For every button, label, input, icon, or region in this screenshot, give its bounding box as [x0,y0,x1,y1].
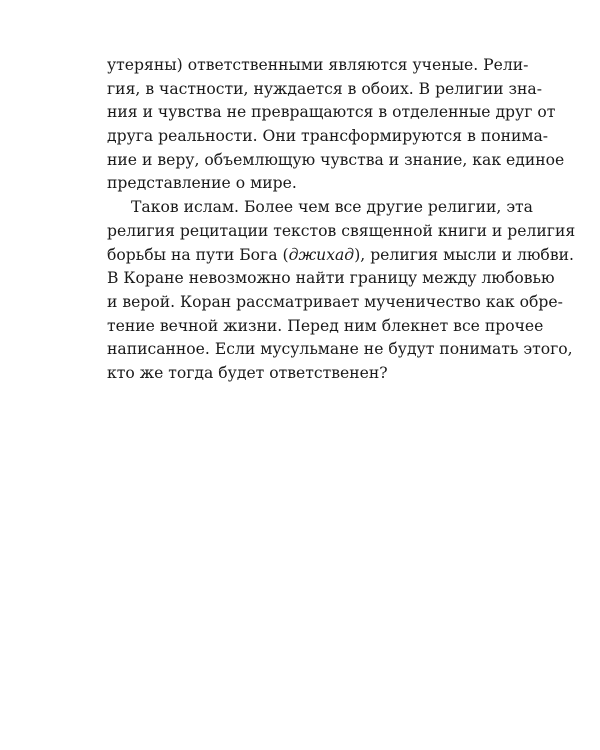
text-segment: борьбы на пути Бога ( [107,245,289,264]
body-text [107,54,576,386]
text-line: ния и чувства не превращаются в отделенные друг от [107,103,556,122]
italic-term: джихад [288,245,355,264]
text-line [107,244,574,268]
text-line: тение вечной жизни. Перед ним блекнет все прочее [107,316,544,335]
text-line: представление о мире. [107,174,297,193]
text-segment: ), религия мысли и любви. [354,245,574,264]
text-line: кто же тогда будет ответственен? [107,363,388,382]
text-line: и верой. Коран рассматривает мученичество как обре- [107,292,563,311]
text-line: Таков ислам. Более чем все другие религии, эта [131,198,533,217]
text-line: написанное. Если мусульмане не будут понимать этого, [107,340,573,359]
text-line: религия рецитации текстов священной книги и религия [107,221,576,240]
text-line: В Коране невозможно найти границу между любовью [107,269,555,288]
text-line: гия, в частности, нуждается в обоих. В религии зна- [107,79,542,98]
paragraph-2 [107,196,576,386]
text-line: друга реальности. Они трансформируются в понима- [107,127,549,146]
text-line: ние и веру, объемлющую чувства и знание, как единое [107,150,565,169]
paragraph-1 [107,54,565,196]
text-line: утеряны) ответственными являются ученые. Рели- [107,56,529,74]
